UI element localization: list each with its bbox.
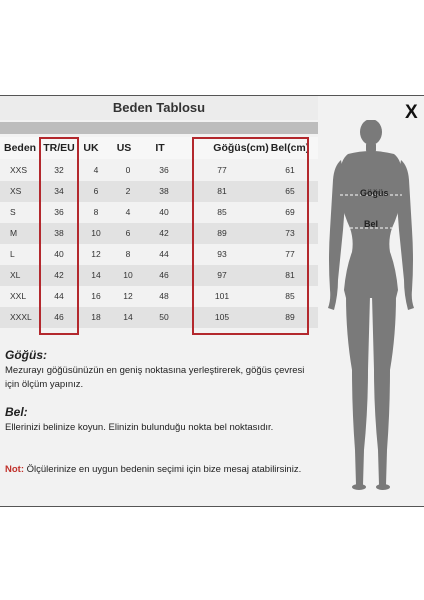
table-cell: XS <box>10 186 22 196</box>
header-divider-band <box>0 122 318 134</box>
waist-section-text: Ellerinizi belinize koyun. Elinizin bulunduğu nokta bel noktasıdır. <box>5 422 274 433</box>
table-cell: 77 <box>285 249 295 259</box>
tr-eu-highlight-frame <box>39 137 79 335</box>
table-cell: 6 <box>93 186 99 196</box>
table-cell: 8 <box>125 249 131 259</box>
table-cell: S <box>10 207 16 217</box>
table-cell: 73 <box>285 228 295 238</box>
table-cell: 89 <box>217 228 227 238</box>
table-cell: M <box>10 228 18 238</box>
close-button[interactable]: X <box>405 102 418 123</box>
table-cell: 0 <box>125 165 131 175</box>
table-cell: 14 <box>123 312 133 322</box>
column-header: UK <box>83 142 99 154</box>
table-cell: 10 <box>123 270 133 280</box>
chest-section-title: Göğüs: <box>5 348 47 362</box>
table-cell: 46 <box>54 312 64 322</box>
table-cell: 34 <box>54 186 64 196</box>
table-cell: L <box>10 249 15 259</box>
table-cell: 97 <box>217 270 227 280</box>
table-cell: XXXL <box>10 312 32 322</box>
table-cell: 40 <box>54 249 64 259</box>
table-cell: 44 <box>54 291 64 301</box>
table-cell: 89 <box>285 312 295 322</box>
column-header: TR/EU <box>43 142 75 154</box>
table-cell: 42 <box>159 228 169 238</box>
female-silhouette-icon <box>318 120 424 500</box>
table-cell: 85 <box>285 291 295 301</box>
body-figure <box>318 120 424 500</box>
table-cell: 32 <box>54 165 64 175</box>
column-header: Beden <box>4 142 37 154</box>
table-cell: 36 <box>54 207 64 217</box>
table-cell: XXS <box>10 165 28 175</box>
column-header: Bel(cm) <box>270 142 310 154</box>
table-cell: 81 <box>217 186 227 196</box>
table-cell: 8 <box>93 207 99 217</box>
table-cell: 38 <box>54 228 64 238</box>
table-cell: 4 <box>93 165 99 175</box>
table-cell: 40 <box>159 207 169 217</box>
note-text <box>5 463 315 477</box>
table-cell: XL <box>10 270 21 280</box>
table-cell: XXL <box>10 291 27 301</box>
table-cell: 2 <box>125 186 131 196</box>
column-header: US <box>116 142 132 154</box>
column-header: IT <box>155 142 165 154</box>
column-header: Göğüs(cm) <box>213 142 269 154</box>
table-cell: 81 <box>285 270 295 280</box>
table-cell: 48 <box>159 291 169 301</box>
table-cell: 46 <box>159 270 169 280</box>
table-cell: 69 <box>285 207 295 217</box>
table-cell: 12 <box>91 249 101 259</box>
note-body: Ölçülerinize en uygun bedenin seçimi için bize mesaj atabilirsiniz. <box>24 464 302 475</box>
table-cell: 12 <box>123 291 133 301</box>
table-cell: 93 <box>217 249 227 259</box>
measurements-highlight-frame <box>192 137 309 335</box>
chest-figure-label: Göğüs <box>360 188 389 198</box>
table-cell: 6 <box>125 228 131 238</box>
waist-figure-label: Bel <box>364 219 379 229</box>
table-cell: 4 <box>125 207 131 217</box>
table-cell: 42 <box>54 270 64 280</box>
table-cell: 10 <box>91 228 101 238</box>
chart-title: Beden Tablosu <box>112 100 206 115</box>
table-cell: 61 <box>285 165 295 175</box>
table-cell: 101 <box>214 291 230 301</box>
table-cell: 16 <box>91 291 101 301</box>
table-cell: 14 <box>91 270 101 280</box>
chest-section-text: Mezurayı göğüsünüzün en geniş noktasına yerleştirerek, göğüs çevresi için ölçüm yapınız. <box>5 365 305 390</box>
table-cell: 36 <box>159 165 169 175</box>
table-cell: 105 <box>214 312 230 322</box>
table-cell: 65 <box>285 186 295 196</box>
table-cell: 38 <box>159 186 169 196</box>
table-cell: 77 <box>217 165 227 175</box>
table-cell: 18 <box>91 312 101 322</box>
waist-section-title: Bel: <box>5 405 28 419</box>
table-cell: 85 <box>217 207 227 217</box>
note-label: Not: <box>5 464 24 475</box>
table-cell: 44 <box>159 249 169 259</box>
table-cell: 50 <box>159 312 169 322</box>
